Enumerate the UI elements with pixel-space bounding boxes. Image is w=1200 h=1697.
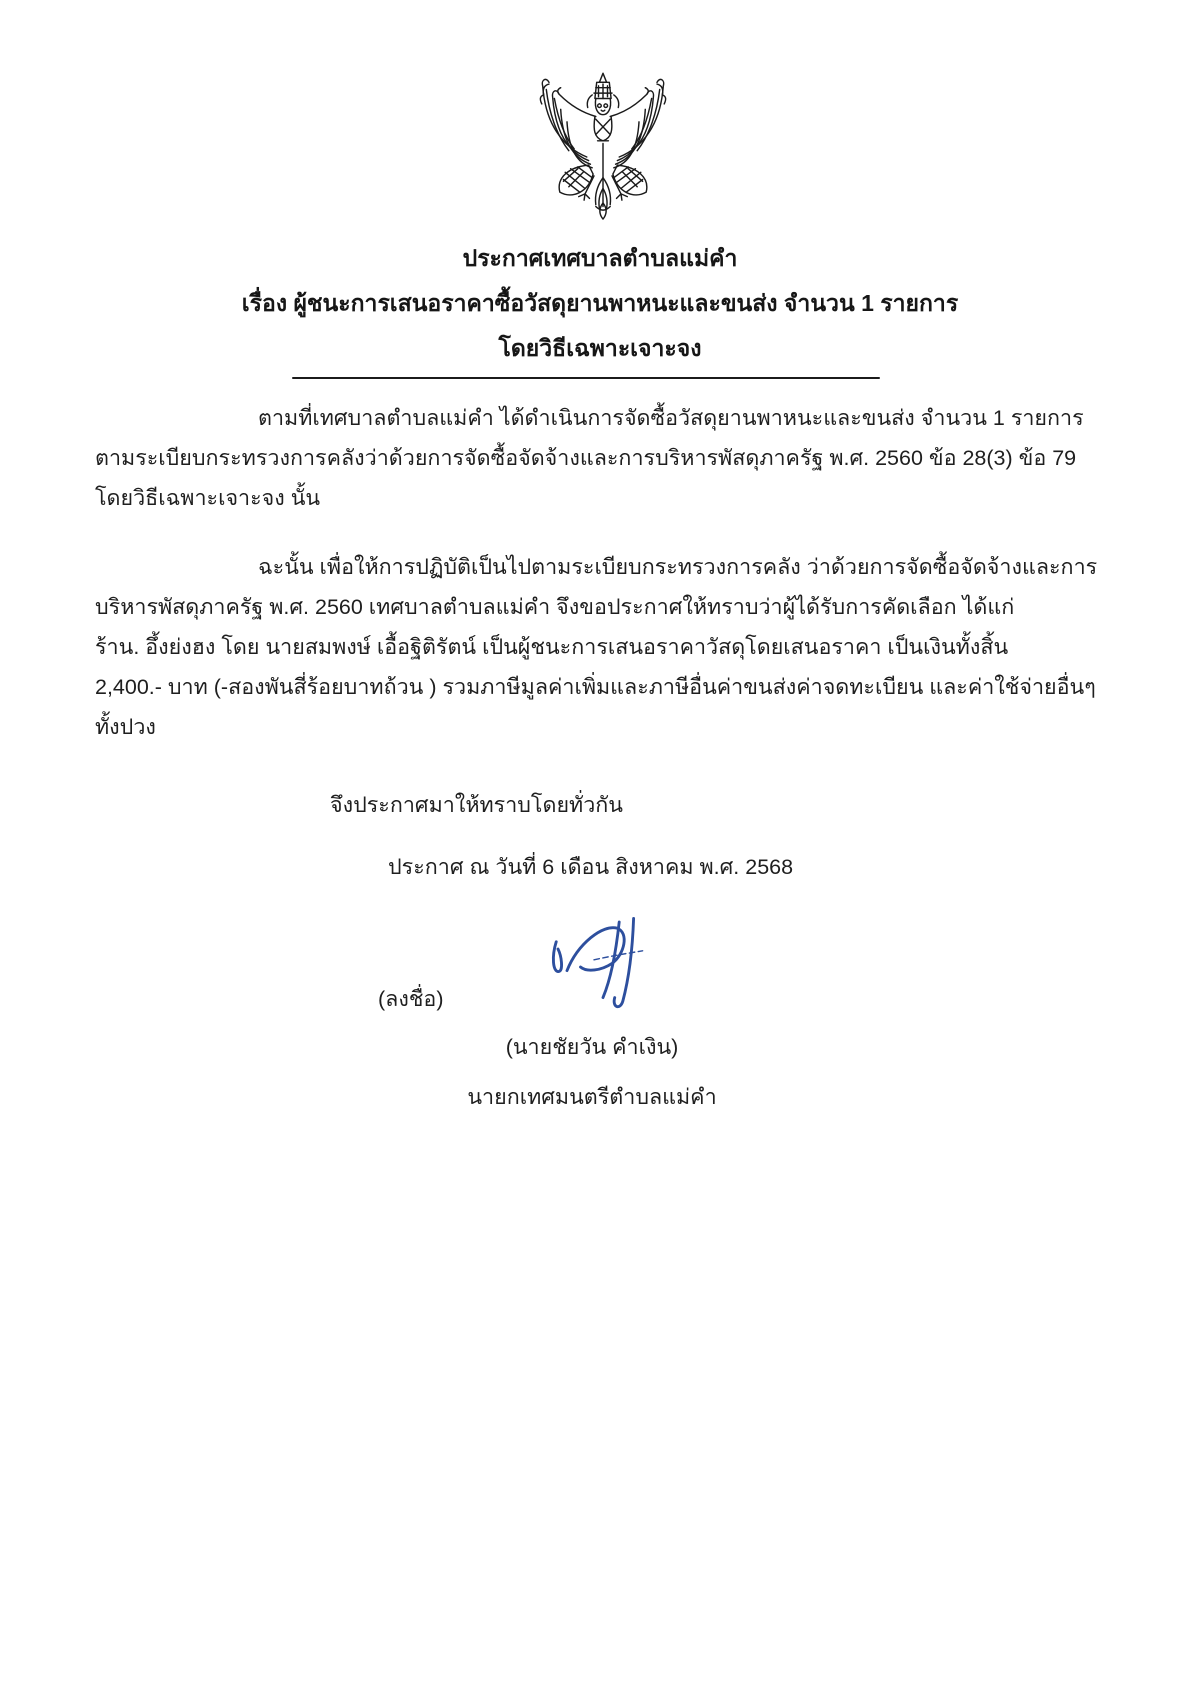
paragraph-2 [95,547,1109,747]
header-subject: เรื่อง ผู้ชนะการเสนอราคาซื้อวัสดุยานพาหนะและขนส่ง จำนวน 1 รายการ [241,290,959,316]
paragraph-line: บริหารพัสดุภาครัฐ พ.ศ. 2560 เทศบาลตำบลแม่คำ จึงขอประกาศให้ทราบว่าผู้ได้รับการคัดเลือก ได้แก่ [95,595,1015,619]
signature-ink-icon [540,905,675,1020]
paragraph-line: ตามที่เทศบาลตำบลแม่คำ ได้ดำเนินการจัดซื้อวัสดุยานพาหนะและขนส่ง จำนวน 1 รายการ [258,406,1084,430]
announcement-date: ประกาศ ณ วันที่ 6 เดือน สิงหาคม พ.ศ. 2568 [388,855,794,879]
paragraph-line: ฉะนั้น เพื่อให้การปฏิบัติเป็นไปตามระเบียบกระทรวงการคลัง ว่าด้วยการจัดซื้อจัดจ้างและการ [258,555,1098,579]
paragraph-line: ตามระเบียบกระทรวงการคลังว่าด้วยการจัดซื้อจัดจ้างและการบริหารพัสดุภาครัฐ พ.ศ. 2560 ข้อ 28(3) ข้อ 79 [95,446,1077,470]
paragraph-line: ทั้งปวง [95,715,156,739]
header-method: โดยวิธีเฉพาะเจาะจง [498,335,702,361]
signer-block [292,1022,892,1122]
closing-statement: จึงประกาศมาให้ทราบโดยทั่วกัน [330,793,624,817]
sign-here-label: (ลงชื่อ) [378,987,444,1011]
document-header [0,236,1200,371]
signer-name: (นายชัยวัน คำเงิน) [505,1035,679,1059]
signer-title: นายกเทศมนตรีตำบลแม่คำ [467,1085,717,1109]
header-divider [292,377,880,379]
paragraph-line: โดยวิธีเฉพาะเจาะจง นั้น [95,486,321,510]
paragraph-1 [95,398,1109,518]
paragraph-line: ร้าน. อึ้งย่งฮง โดย นายสมพงษ์ เอื้อฐิติรัตน์ เป็นผู้ชนะการเสนอราคาวัสดุโดยเสนอราคา เป็นเงินทั้งสิ้น [95,635,1009,659]
header-agency: ประกาศเทศบาลตำบลแม่คำ [462,245,738,271]
paragraph-line: 2,400.- บาท (-สองพันสี่ร้อยบาทถ้วน ) รวมภาษีมูลค่าเพิ่มและภาษีอื่นค่าขนส่งค่าจดทะเบียน และค่าใช้จ่ายอื่นๆ [95,675,1096,699]
garuda-emblem-icon [513,64,693,232]
